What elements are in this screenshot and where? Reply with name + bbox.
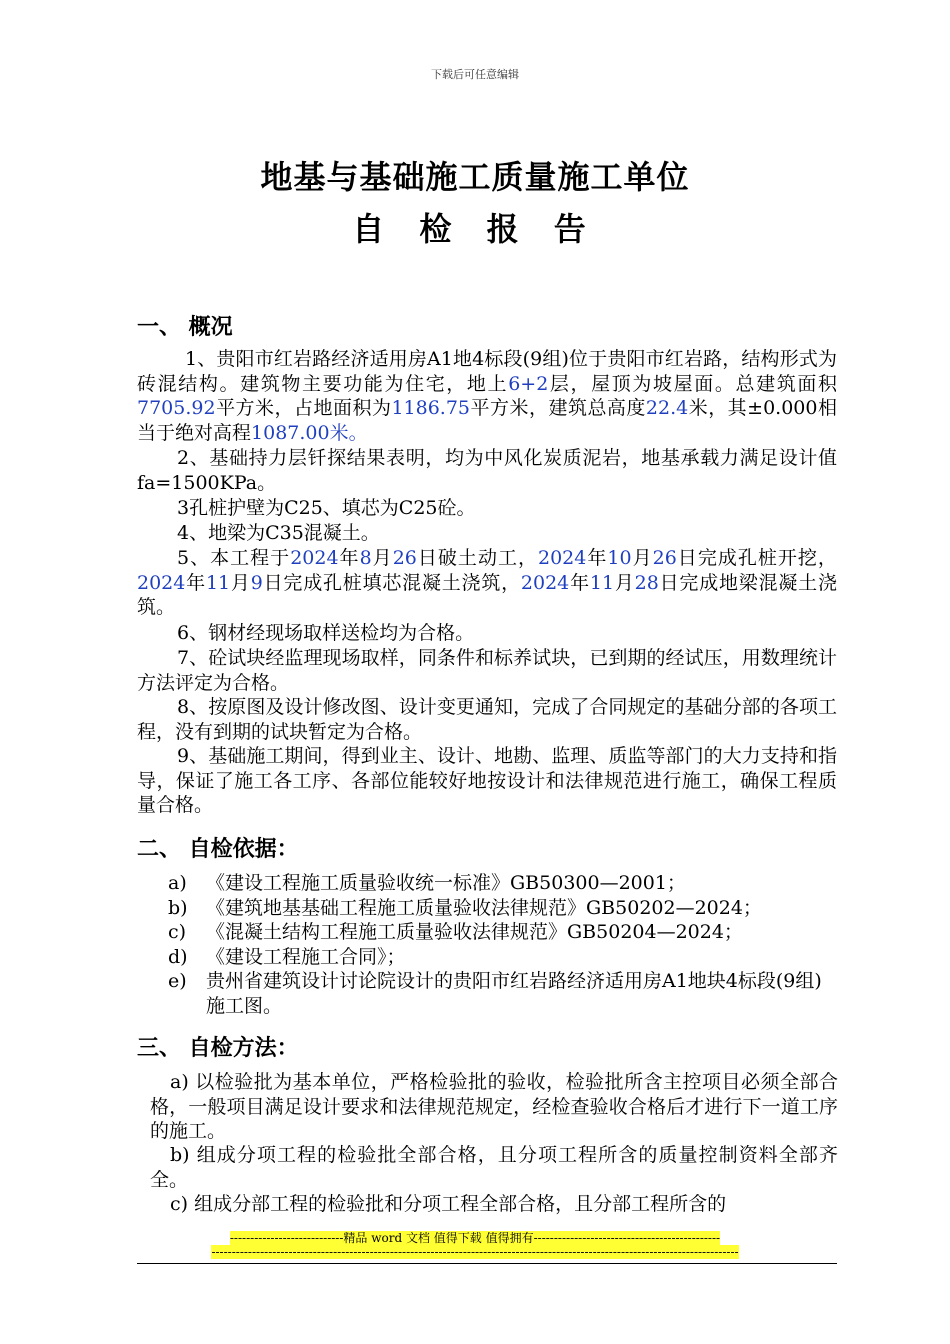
- basis-list: [168, 871, 840, 1018]
- list-item-text: 《建设工程施工质量验收统一标准》GB50300—2001；: [206, 872, 686, 894]
- list-item-label: d): [168, 945, 188, 968]
- overview-paragraph-4: 4、地梁为C35混凝土。: [177, 522, 380, 544]
- p5-text: 年: [338, 547, 360, 569]
- date-value: 10: [607, 547, 632, 569]
- p5-text: 5、本工程于: [177, 547, 291, 569]
- land-area-value: 1186.75: [391, 397, 471, 419]
- list-item: [168, 871, 840, 896]
- list-item: [168, 969, 840, 1018]
- p5-text: 年: [569, 571, 590, 594]
- p5-text: 月: [230, 571, 251, 594]
- overview-paragraph-1: [137, 347, 837, 445]
- footer-divider: [137, 1263, 837, 1264]
- date-value: 11: [589, 571, 615, 594]
- date-value: 26: [652, 547, 677, 569]
- date-value: 2024: [520, 571, 570, 594]
- date-value: 2024: [137, 571, 186, 594]
- overview-paragraph-8: 8、按原图及设计修改图、设计变更通知，完成了合同规定的基础分部的各项工程，没有到期的试块暂定为合格。: [137, 696, 837, 743]
- list-item-label: a): [168, 872, 187, 894]
- list-item: [168, 920, 840, 945]
- method-paragraph-a: a) 以检验批为基本单位，严格检验批的验收，检验批所含主控项目必须全部合格，一般项目满足设计要求和法律规范规定，经检查验收合格后才进行下一道工序的施工。: [150, 1071, 838, 1142]
- method-paragraph-c: c) 组成分部工程的检验批和分项工程全部合格，且分部工程所含的: [170, 1193, 727, 1215]
- p5-text: 日破土动工，: [416, 547, 538, 569]
- section-heading-methods: 三、 自检方法：: [137, 1036, 299, 1061]
- overview-paragraph-5: [137, 546, 837, 620]
- document-title: 地基与基础施工质量施工单位: [260, 158, 690, 196]
- p5-text: 日完成地梁混凝土浇筑。: [137, 571, 837, 618]
- date-value: 8: [359, 547, 372, 569]
- p5-text: 年: [586, 547, 608, 569]
- date-value: 2024: [538, 547, 587, 569]
- p1-text-a: 1、贵阳市红岩路经济适用房A1地4标段(9组)位于贵阳市红岩路，结构形式为砖混结构。建筑物主要功能为住宅，地上: [137, 348, 837, 395]
- p1-text-d: 平方米，建筑总高度: [470, 397, 646, 419]
- list-item-text: 《建筑地基基础工程施工质量验收法律规范》GB50202—2024；: [206, 896, 762, 919]
- method-paragraph-b: b) 组成分项工程的检验批全部合格，且分项工程所含的质量控制资料全部齐全。: [150, 1144, 838, 1191]
- overview-paragraph-9: 9、基础施工期间，得到业主、设计、地勘、监理、质监等部门的大力支持和指导，保证了施工各工序、各部位能较好地按设计和法律规范进行施工，确保工程质量合格。: [137, 745, 837, 816]
- list-item: [168, 945, 840, 970]
- overview-paragraph-3: 3孔桩护壁为C25、填芯为C25砼。: [177, 497, 476, 519]
- p5-text: 日完成孔桩开挖，: [676, 547, 837, 569]
- p1-text-c: 平方米，占地面积为: [215, 397, 392, 419]
- list-item-label: e): [168, 970, 187, 992]
- section-heading-overview: 一、 概况: [137, 315, 233, 340]
- overview-paragraph-6: 6、钢材经现场取样送检均为合格。: [177, 622, 475, 644]
- section-heading-basis: 二、 自检依据：: [137, 837, 299, 862]
- p5-text: 年: [185, 571, 206, 594]
- date-value: 26: [392, 547, 417, 569]
- elevation-value: 1087.00米。: [251, 421, 368, 444]
- list-item-text: 《混凝土结构工程施工质量验收法律规范》GB50204—2024；: [206, 921, 743, 943]
- list-item-text: 《建设工程施工合同》；: [206, 945, 406, 968]
- overview-paragraph-7: 7、砼试块经监理现场取样，同条件和标养试块，已到期的经试压，用数理统计方法评定为合格。: [137, 647, 837, 694]
- footer-ad-line-2: [0, 1245, 950, 1259]
- list-item-label: c): [168, 921, 187, 943]
- footer-ad-line-1: [0, 1229, 950, 1246]
- date-value: 2024: [290, 547, 339, 569]
- footer-ad-text: ----------------------------------------------------------------------------------------------------------------------------------: [211, 1245, 739, 1259]
- list-item: [168, 896, 840, 921]
- floors-value: 6+2: [508, 372, 549, 395]
- document-subtitle: 自 检 报 告: [352, 210, 598, 248]
- date-value: 28: [634, 571, 659, 594]
- p5-text: 月: [631, 547, 653, 569]
- date-value: 11: [205, 571, 231, 594]
- p5-text: 月: [614, 571, 635, 594]
- date-value: 9: [250, 571, 263, 594]
- p1-text-b: 层，屋顶为坡屋面。总建筑面积: [548, 372, 837, 395]
- header-note: 下载后可任意编辑: [431, 68, 519, 81]
- list-item-label: b): [168, 896, 188, 919]
- p5-text: 月: [371, 547, 393, 569]
- overview-paragraph-2: 2、基础持力层钎探结果表明，均为中风化炭质泥岩，地基承载力满足设计值fa=1500KPa。: [137, 447, 837, 494]
- footer-ad-text: ----------------------------精品 word 文档 值得下载 值得拥有----------------------------------------------: [229, 1231, 721, 1245]
- height-value: 22.4: [645, 397, 689, 419]
- total-area-value: 7705.92: [137, 397, 216, 419]
- p5-text: 日完成孔桩填芯混凝土浇筑，: [262, 571, 521, 594]
- p1-text-e: 米，其±0.000相当于绝对高程: [137, 397, 837, 444]
- list-item-text: 贵州省建筑设计讨论院设计的贵阳市红岩路经济适用房A1地块4标段(9组)施工图。: [206, 970, 822, 1017]
